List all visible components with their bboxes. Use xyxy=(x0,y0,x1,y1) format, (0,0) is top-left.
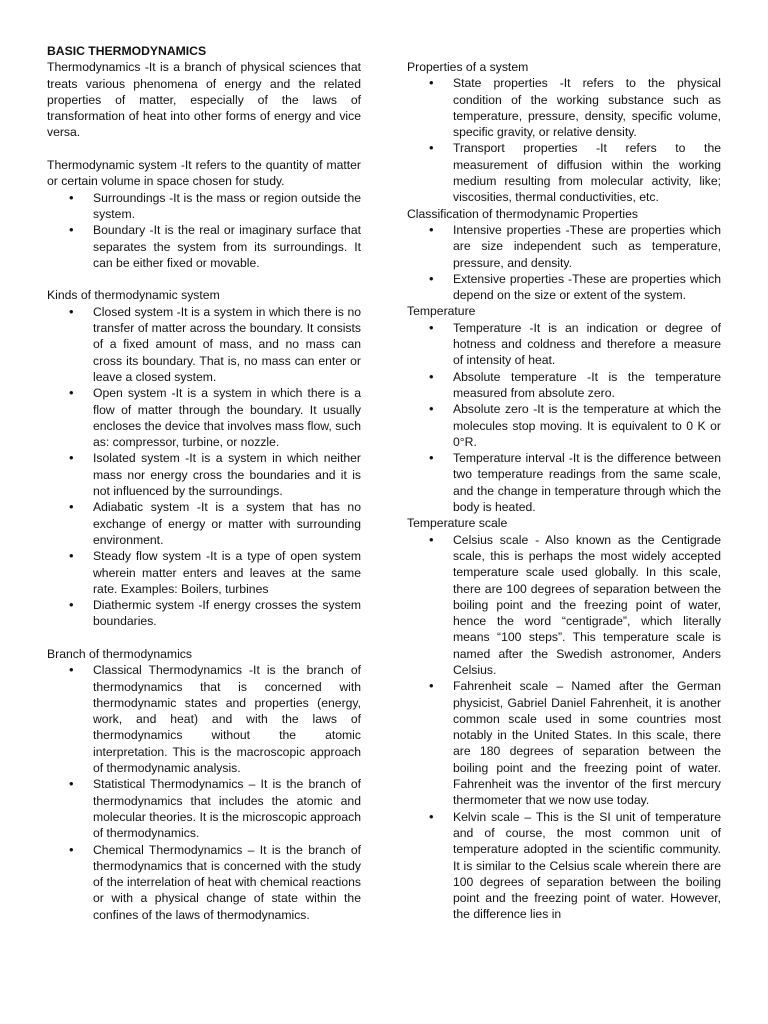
list-item: • Absolute zero -It is the temperature at which the molecules stop moving. It is equivalent to 0 K or 0°R. xyxy=(407,401,721,450)
list-item: • State properties -It refers to the physical condition of the working substance such as temperature, pressure, density, specific volume, specific gravity, or relative density. xyxy=(407,75,721,140)
list-item: • Temperature interval -It is the difference between two temperature readings from the same scale, and the change in temperature through which the body is heated. xyxy=(407,450,721,515)
list-item: • Closed system -It is a system in which there is no transfer of matter across the boundary. It consists of a fixed amount of mass, and no mass can cross its boundary. That is, no mass can enter or leave a closed system. xyxy=(47,304,361,385)
scale-heading: Temperature scale xyxy=(407,516,508,531)
list-item: • Classical Thermodynamics -It is the branch of thermodynamics that is concerned with thermodynamic states and properties (energy, work, and heat) and with the laws of thermodynamics without the atomic interpretation. This is the macroscopic approach of thermodynamic analysis. xyxy=(47,662,361,776)
list-item: • Celsius scale - Also known as the Centigrade scale, this is perhaps the most widely accepted temperature scale used globally. In this scale, there are 100 degrees of separation between the boiling point and the freezing point of water, hence the word “centigrade”, which literally means “100 steps”. This temperature scale is named after the Swedish astronomer, Anders Celsius. xyxy=(407,532,721,679)
list-item: • Steady flow system -It is a type of open system wherein matter enters and leaves at the same rate. Examples: Boilers, turbines xyxy=(47,548,361,597)
list-item: • Open system -It is a system in which there is a flow of matter through the boundary. It usually encloses the device that involves mass flow, such as: compressor, turbine, or nozzle. xyxy=(47,385,361,450)
kinds-list xyxy=(47,304,361,630)
properties-heading: Properties of a system xyxy=(407,60,529,74)
left-column xyxy=(47,43,361,923)
list-item: • Adiabatic system -It is a system that has no exchange of energy or matter with surrounding environment. xyxy=(47,499,361,548)
classification-heading: Classification of thermodynamic Properties xyxy=(407,206,638,221)
intro-paragraph: Thermodynamics -It is a branch of physical sciences that treats various phenomena of energy and the related properties of matter, especially of the laws of transformation of heat into other forms of energy and vice versa. xyxy=(47,60,361,140)
scale-list xyxy=(407,532,721,923)
branch-heading: Branch of thermodynamics xyxy=(47,646,192,661)
list-item: • Absolute temperature -It is the temperature measured from absolute zero. xyxy=(407,369,721,402)
list-item: • Intensive properties -These are properties which are size independent such as temperature, pressure, and density. xyxy=(407,222,721,271)
branch-list xyxy=(47,662,361,923)
list-item: • Transport properties -It refers to the measurement of diffusion within the working medium resulting from molecular activity, like; viscosities, thermal conductivities, etc. xyxy=(407,140,721,205)
list-item: • Diathermic system -If energy crosses the system boundaries. xyxy=(47,597,361,630)
right-column xyxy=(407,59,721,923)
list-item: • Statistical Thermodynamics – It is the branch of thermodynamics that includes the atomic and molecular theories. It is the microscopic approach of thermodynamics. xyxy=(47,776,361,841)
system-list xyxy=(47,190,361,271)
list-item: • Kelvin scale – This is the SI unit of temperature and of course, the most common unit of temperature adopted in the scientific community. It is similar to the Celsius scale wherein there are 100 degrees of separation between the boiling point and the freezing point of water. However, the difference lies in xyxy=(407,809,721,923)
list-item: • Boundary -It is the real or imaginary surface that separates the system from its surroundings. It can be either fixed or movable. xyxy=(47,222,361,271)
temperature-heading: Temperature xyxy=(407,304,476,319)
list-item: • Surroundings -It is the mass or region outside the system. xyxy=(47,190,361,223)
classification-list xyxy=(407,222,721,303)
properties-list xyxy=(407,75,721,205)
list-item: • Fahrenheit scale – Named after the German physicist, Gabriel Daniel Fahrenheit, it is another common scale used in some countries most notably in the United States. In this scale, there are 180 degrees of separation between the boiling point and the freezing point of water. Fahrenheit was the inventor of the first mercury thermometer that we now use today. xyxy=(407,678,721,808)
system-definition: Thermodynamic system -It refers to the quantity of matter or certain volume in space chosen for study. xyxy=(47,158,361,189)
document-title: BASIC THERMODYNAMICS xyxy=(47,44,207,58)
kinds-heading: Kinds of thermodynamic system xyxy=(47,288,220,303)
list-item: • Chemical Thermodynamics – It is the branch of thermodynamics that is concerned with the study of the interrelation of heat with chemical reactions or with a physical change of state within the confines of the laws of thermodynamics. xyxy=(47,842,361,923)
temperature-list xyxy=(407,320,721,516)
list-item: • Extensive properties -These are properties which depend on the size or extent of the system. xyxy=(407,271,721,304)
list-item: • Temperature -It is an indication or degree of hotness and coldness and therefore a measure of intensity of heat. xyxy=(407,320,721,369)
list-item: • Isolated system -It is a system in which neither mass nor energy cross the boundaries and it is not influenced by the surroundings. xyxy=(47,450,361,499)
